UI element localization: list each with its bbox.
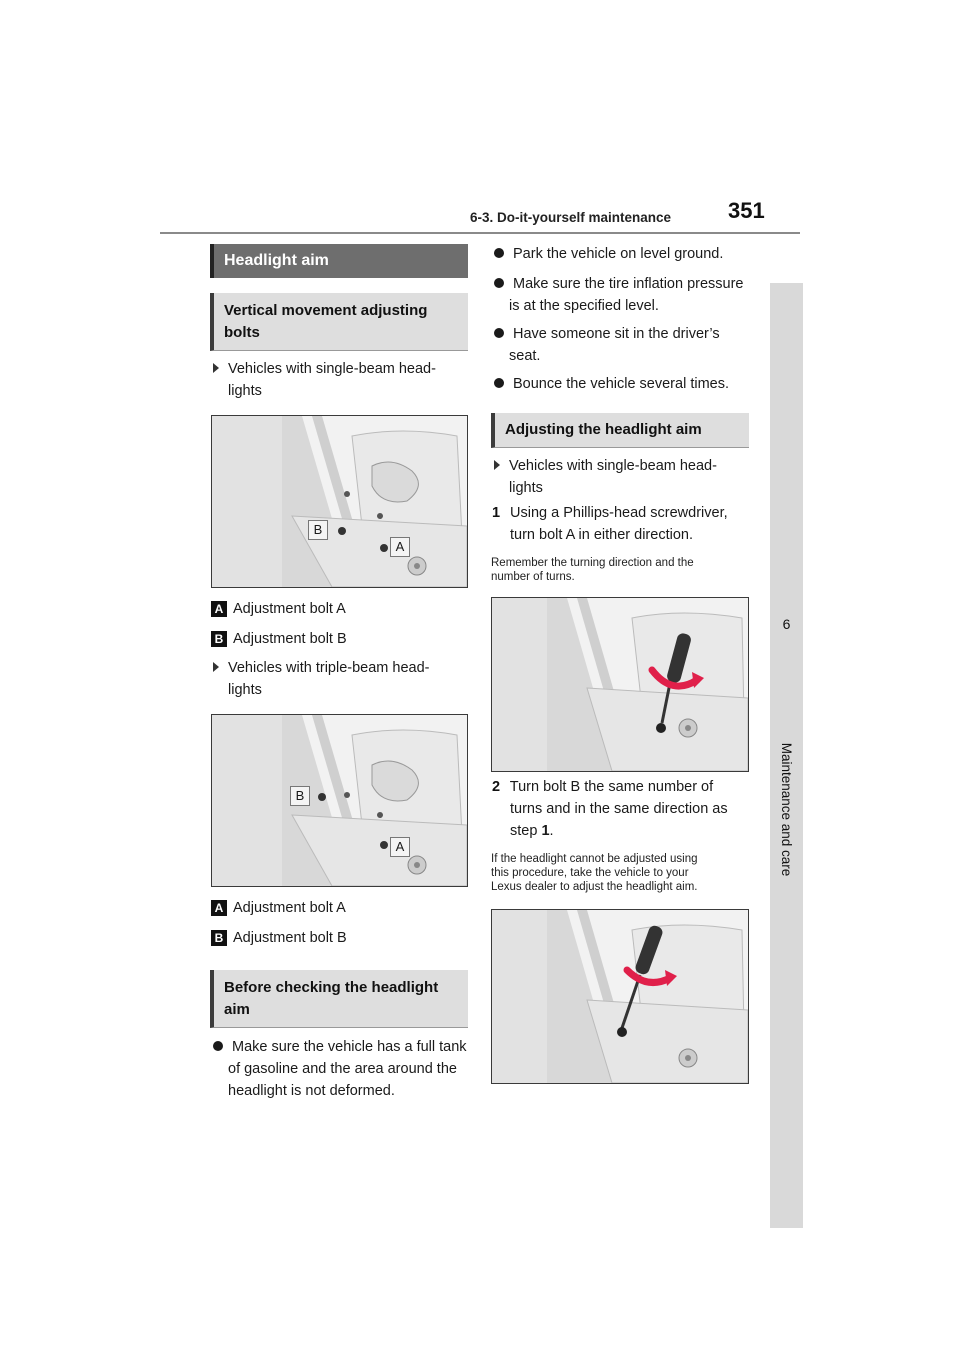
step1-line1: Using a Phillips-head screwdriver, xyxy=(510,505,728,521)
bullet-item xyxy=(494,273,756,317)
heading-adjusting-text: Adjusting the headlight aim xyxy=(505,421,702,438)
engine-bay-illustration xyxy=(212,715,467,886)
header-rule xyxy=(160,232,800,234)
single-beam-line1: Vehicles with single-beam head- xyxy=(228,361,436,377)
bullet-dot-icon xyxy=(213,1041,223,1051)
step2-line3-prefix: step xyxy=(510,823,542,839)
bullet-text: Make sure the tire inflation pressure xyxy=(513,276,744,292)
note2-line2: this procedure, take the vehicle to your xyxy=(491,867,689,879)
chapter-number: 6 xyxy=(782,616,791,632)
badge-a: A xyxy=(211,900,227,916)
step-2 xyxy=(492,776,758,842)
heading-vertical-bolts xyxy=(210,293,468,351)
legend-item xyxy=(211,897,471,919)
badge-b: B xyxy=(211,631,227,647)
page-number: 351 xyxy=(728,198,765,223)
callout-a: A xyxy=(390,537,410,557)
bullet-text: Have someone sit in the driver’s xyxy=(513,326,720,342)
heading-headlight-aim-text: Headlight aim xyxy=(224,252,329,269)
heading-before-line1: Before checking the headlight xyxy=(224,978,439,996)
legend-2 xyxy=(211,897,471,949)
full-tank-line3: headlight is not deformed. xyxy=(228,1083,395,1099)
bullet-item xyxy=(494,323,756,367)
step-number: 1 xyxy=(492,505,501,521)
triangle-bullet-icon xyxy=(494,460,500,470)
bullet-item xyxy=(494,373,756,395)
check-bullets xyxy=(494,243,756,395)
heading-before-checking xyxy=(210,970,468,1028)
single-beam-label xyxy=(213,358,473,402)
figure-turn-bolt-a xyxy=(491,597,749,772)
legend-item xyxy=(211,628,471,650)
step2-line3-suffix: . xyxy=(549,823,554,839)
note-turning-direction xyxy=(491,556,757,584)
heading-adjusting xyxy=(491,413,749,448)
adjust-single-beam-label xyxy=(494,455,756,499)
bullet-dot-icon xyxy=(494,278,504,288)
callout-b: B xyxy=(308,520,328,540)
badge-b: B xyxy=(211,930,227,946)
triple-beam-label xyxy=(213,657,473,701)
screwdriver-bolt-a-illustration xyxy=(492,598,748,771)
step1-line2: turn bolt A in either direction. xyxy=(510,527,693,543)
heading-vertical-bolts-line1: Vertical movement adjusting xyxy=(224,301,428,319)
triple-beam-line1: Vehicles with triple-beam head- xyxy=(228,660,430,676)
single-beam-line2: lights xyxy=(228,383,262,399)
bullet-dot-icon xyxy=(494,248,504,258)
legend-text: Adjustment bolt A xyxy=(233,900,346,916)
engine-bay-illustration xyxy=(212,416,467,587)
full-tank-line1: Make sure the vehicle has a full tank xyxy=(232,1039,467,1055)
step-reference: 1 xyxy=(541,823,550,839)
bullet-dot-icon xyxy=(494,328,504,338)
bullet-full-tank xyxy=(213,1036,475,1102)
figure-triple-beam-bolts xyxy=(211,714,468,887)
note1-line2: number of turns. xyxy=(491,571,575,583)
note1-line1: Remember the turning direction and the xyxy=(491,557,694,569)
step2-line1: Turn bolt B the same number of xyxy=(509,779,714,795)
heading-vertical-bolts-line2: bolts xyxy=(224,323,260,341)
legend-text: Adjustment bolt B xyxy=(233,631,347,647)
note-dealer xyxy=(491,852,757,894)
bullet-text: seat. xyxy=(509,348,541,364)
bullet-dot-icon xyxy=(494,378,504,388)
legend-text: Adjustment bolt B xyxy=(233,930,347,946)
step2-line2: turns and in the same direction as xyxy=(510,801,728,817)
full-tank-line2: of gasoline and the area around the xyxy=(228,1061,457,1077)
bullet-text: is at the specified level. xyxy=(509,298,659,314)
callout-b: B xyxy=(290,786,310,806)
badge-a: A xyxy=(211,601,227,617)
bullet-text: Park the vehicle on level ground. xyxy=(513,246,724,262)
adjust-single-line2: lights xyxy=(509,480,543,496)
triangle-bullet-icon xyxy=(213,363,219,373)
callout-a: A xyxy=(390,837,410,857)
note2-line3: Lexus dealer to adjust the headlight aim. xyxy=(491,881,698,893)
figure-turn-bolt-b xyxy=(491,909,749,1084)
triple-beam-line2: lights xyxy=(228,682,262,698)
running-header-section: 6-3. Do-it-yourself maintenance xyxy=(470,210,672,225)
bullet-item xyxy=(494,243,756,265)
chapter-title: Maintenance and care xyxy=(779,742,794,877)
screwdriver-bolt-b-illustration xyxy=(492,910,748,1083)
figure-single-beam-bolts xyxy=(211,415,468,588)
step-1 xyxy=(492,502,758,546)
heading-before-line2: aim xyxy=(224,1000,250,1018)
step2-line3 xyxy=(492,820,758,842)
step-number: 2 xyxy=(492,779,501,795)
legend-text: Adjustment bolt A xyxy=(233,601,346,617)
legend-1 xyxy=(211,598,471,650)
triangle-bullet-icon xyxy=(213,662,219,672)
legend-item xyxy=(211,598,471,620)
heading-headlight-aim xyxy=(210,244,468,278)
note2-line1: If the headlight cannot be adjusted using xyxy=(491,853,698,865)
adjust-single-line1: Vehicles with single-beam head- xyxy=(509,458,717,474)
legend-item xyxy=(211,927,471,949)
bullet-text: Bounce the vehicle several times. xyxy=(513,376,729,392)
